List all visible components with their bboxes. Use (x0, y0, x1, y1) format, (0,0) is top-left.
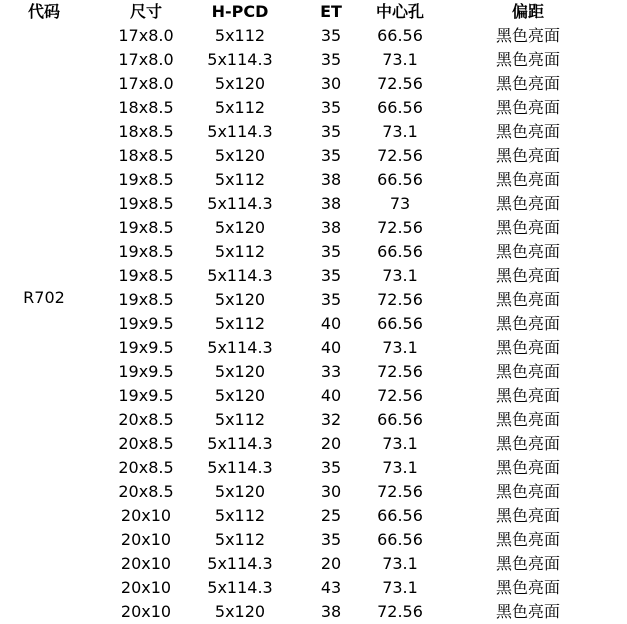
cell-et: 40 (320, 338, 342, 357)
cell-pcd: 5x112 (214, 170, 266, 189)
cell-size: 20x10 (120, 530, 172, 549)
cell-size: 17x8.0 (118, 50, 174, 69)
cell-finish: 黑色亮面 (495, 50, 560, 69)
cell-center-bore: 72.56 (377, 146, 423, 165)
cell-pcd: 5x114.3 (207, 458, 273, 477)
header-code: 代码 (27, 2, 60, 21)
cell-finish: 黑色亮面 (495, 338, 560, 357)
cell-center-bore: 66.56 (377, 314, 423, 333)
cell-center-bore: 72.56 (377, 602, 423, 621)
cell-et: 40 (320, 386, 342, 405)
table-row (0, 264, 627, 288)
cell-et: 32 (320, 410, 342, 429)
cell-finish: 黑色亮面 (495, 194, 560, 213)
table-row (0, 480, 627, 504)
cell-et: 33 (320, 362, 342, 381)
table-row (0, 576, 627, 600)
cell-et: 38 (320, 602, 342, 621)
cell-finish: 黑色亮面 (495, 122, 560, 141)
cell-et: 35 (320, 458, 342, 477)
cell-size: 20x10 (120, 554, 172, 573)
cell-finish: 黑色亮面 (495, 98, 560, 117)
table-row (0, 192, 627, 216)
cell-et: 38 (320, 194, 342, 213)
cell-size: 20x10 (120, 602, 172, 621)
cell-pcd: 5x112 (214, 242, 266, 261)
cell-finish: 黑色亮面 (495, 146, 560, 165)
table-row (0, 216, 627, 240)
cell-finish: 黑色亮面 (495, 74, 560, 93)
cell-finish: 黑色亮面 (495, 458, 560, 477)
table-row (0, 384, 627, 408)
table-row (0, 240, 627, 264)
cell-pcd: 5x120 (214, 482, 266, 501)
cell-size: 20x10 (120, 506, 172, 525)
cell-finish: 黑色亮面 (495, 578, 560, 597)
cell-pcd: 5x114.3 (207, 338, 273, 357)
cell-size: 19x8.5 (118, 170, 174, 189)
cell-size: 19x9.5 (118, 386, 174, 405)
cell-pcd: 5x114.3 (207, 266, 273, 285)
cell-size: 20x8.5 (118, 434, 174, 453)
cell-center-bore: 66.56 (377, 530, 423, 549)
cell-pcd: 5x120 (214, 290, 266, 309)
cell-size: 19x9.5 (118, 314, 174, 333)
table-row (0, 408, 627, 432)
cell-center-bore: 66.56 (377, 410, 423, 429)
cell-finish: 黑色亮面 (495, 530, 560, 549)
header-pcd: H-PCD (211, 2, 269, 21)
cell-size: 17x8.0 (118, 26, 174, 45)
header-offset: 偏距 (511, 2, 544, 21)
cell-size: 19x9.5 (118, 338, 174, 357)
cell-pcd: 5x114.3 (207, 554, 273, 573)
table-row (0, 288, 627, 312)
cell-size: 20x8.5 (118, 458, 174, 477)
cell-et: 30 (320, 482, 342, 501)
cell-center-bore: 66.56 (377, 98, 423, 117)
cell-finish: 黑色亮面 (495, 242, 560, 261)
cell-size: 18x8.5 (118, 122, 174, 141)
table-row (0, 552, 627, 576)
cell-center-bore: 66.56 (377, 170, 423, 189)
cell-pcd: 5x114.3 (207, 50, 273, 69)
cell-finish: 黑色亮面 (495, 482, 560, 501)
cell-center-bore: 73.1 (382, 50, 418, 69)
cell-et: 35 (320, 530, 342, 549)
cell-pcd: 5x120 (214, 386, 266, 405)
cell-pcd: 5x120 (214, 218, 266, 237)
cell-center-bore: 66.56 (377, 506, 423, 525)
cell-pcd: 5x114.3 (207, 578, 273, 597)
cell-finish: 黑色亮面 (495, 170, 560, 189)
cell-center-bore: 73.1 (382, 338, 418, 357)
cell-center-bore: 66.56 (377, 26, 423, 45)
table-row (0, 432, 627, 456)
cell-finish: 黑色亮面 (495, 434, 560, 453)
cell-finish: 黑色亮面 (495, 506, 560, 525)
cell-size: 20x8.5 (118, 410, 174, 429)
cell-et: 35 (320, 242, 342, 261)
cell-et: 20 (320, 434, 342, 453)
cell-size: 20x10 (120, 578, 172, 597)
cell-center-bore: 66.56 (377, 242, 423, 261)
model-code: R702 (23, 288, 65, 307)
cell-et: 20 (320, 554, 342, 573)
cell-pcd: 5x112 (214, 506, 266, 525)
cell-et: 40 (320, 314, 342, 333)
cell-size: 19x8.5 (118, 266, 174, 285)
cell-size: 19x8.5 (118, 194, 174, 213)
table-row (0, 96, 627, 120)
cell-size: 19x8.5 (118, 290, 174, 309)
cell-finish: 黑色亮面 (495, 314, 560, 333)
table-row (0, 600, 627, 624)
cell-et: 43 (320, 578, 342, 597)
cell-pcd: 5x112 (214, 98, 266, 117)
cell-center-bore: 73.1 (382, 578, 418, 597)
cell-finish: 黑色亮面 (495, 362, 560, 381)
cell-et: 25 (320, 506, 342, 525)
cell-finish: 黑色亮面 (495, 602, 560, 621)
table-row (0, 504, 627, 528)
cell-et: 35 (320, 50, 342, 69)
cell-et: 35 (320, 266, 342, 285)
cell-pcd: 5x114.3 (207, 434, 273, 453)
cell-et: 35 (320, 146, 342, 165)
table-row (0, 456, 627, 480)
cell-et: 35 (320, 98, 342, 117)
cell-center-bore: 72.56 (377, 218, 423, 237)
cell-et: 35 (320, 26, 342, 45)
table-row (0, 360, 627, 384)
cell-pcd: 5x120 (214, 146, 266, 165)
table-row (0, 336, 627, 360)
cell-pcd: 5x120 (214, 602, 266, 621)
cell-pcd: 5x114.3 (207, 194, 273, 213)
cell-finish: 黑色亮面 (495, 554, 560, 573)
cell-finish: 黑色亮面 (495, 290, 560, 309)
cell-center-bore: 72.56 (377, 74, 423, 93)
header-center-bore: 中心孔 (375, 2, 424, 21)
cell-center-bore: 73.1 (382, 554, 418, 573)
cell-finish: 黑色亮面 (495, 386, 560, 405)
cell-et: 35 (320, 290, 342, 309)
cell-size: 18x8.5 (118, 146, 174, 165)
table-row (0, 144, 627, 168)
cell-pcd: 5x120 (214, 74, 266, 93)
cell-center-bore: 73.1 (382, 266, 418, 285)
cell-et: 30 (320, 74, 342, 93)
table-row (0, 168, 627, 192)
table-row (0, 528, 627, 552)
cell-center-bore: 73.1 (382, 458, 418, 477)
cell-finish: 黑色亮面 (495, 218, 560, 237)
table-row (0, 72, 627, 96)
cell-size: 20x8.5 (118, 482, 174, 501)
table-row (0, 24, 627, 48)
cell-et: 38 (320, 218, 342, 237)
cell-pcd: 5x112 (214, 410, 266, 429)
header-et: ET (320, 2, 342, 21)
cell-finish: 黑色亮面 (495, 266, 560, 285)
header-size: 尺寸 (129, 2, 162, 21)
cell-finish: 黑色亮面 (495, 26, 560, 45)
cell-pcd: 5x120 (214, 362, 266, 381)
table-row (0, 120, 627, 144)
table-body (0, 24, 627, 624)
cell-center-bore: 72.56 (377, 482, 423, 501)
cell-center-bore: 73 (389, 194, 411, 213)
cell-pcd: 5x112 (214, 314, 266, 333)
cell-et: 38 (320, 170, 342, 189)
cell-size: 19x9.5 (118, 362, 174, 381)
cell-center-bore: 72.56 (377, 362, 423, 381)
cell-center-bore: 73.1 (382, 434, 418, 453)
cell-size: 18x8.5 (118, 98, 174, 117)
cell-size: 17x8.0 (118, 74, 174, 93)
cell-center-bore: 72.56 (377, 290, 423, 309)
cell-size: 19x8.5 (118, 242, 174, 261)
table-header (0, 0, 627, 24)
table-row (0, 312, 627, 336)
table-row (0, 48, 627, 72)
cell-center-bore: 72.56 (377, 386, 423, 405)
cell-pcd: 5x112 (214, 26, 266, 45)
cell-et: 35 (320, 122, 342, 141)
cell-center-bore: 73.1 (382, 122, 418, 141)
cell-pcd: 5x112 (214, 530, 266, 549)
cell-finish: 黑色亮面 (495, 410, 560, 429)
cell-pcd: 5x114.3 (207, 122, 273, 141)
cell-size: 19x8.5 (118, 218, 174, 237)
